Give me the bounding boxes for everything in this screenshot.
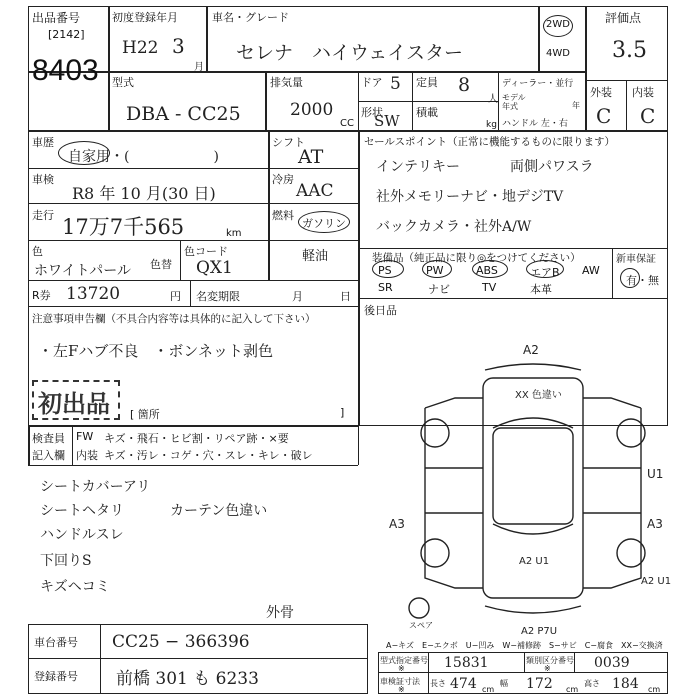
- height-label: 高さ: [584, 679, 600, 688]
- lot-sub: [2142]: [48, 28, 85, 41]
- remark-2: シートヘタリ: [40, 503, 124, 519]
- drive-4wd: 4WD: [546, 48, 570, 59]
- first-reg-month-unit: 月: [194, 62, 204, 73]
- car-name: セレナ ハイウェイスター: [236, 42, 464, 64]
- drive-2wd: 2WD: [546, 19, 570, 30]
- size-label: 車検証寸法: [380, 677, 420, 686]
- history-value: 自家用・( ): [68, 149, 219, 165]
- type-cert-label: 型式指定番号: [380, 656, 428, 665]
- mark-hood: XX 色違い: [515, 390, 562, 401]
- first-reg-label: 初度登録年月: [112, 11, 178, 24]
- selling-point-2: 両側パワスラ: [510, 159, 594, 175]
- remark-5: キズヘコミ: [40, 579, 110, 595]
- load-label: 積載: [416, 106, 438, 119]
- door: 5: [390, 74, 401, 94]
- exterior-grade: C: [596, 104, 612, 128]
- mark-right-mid: A3: [647, 517, 663, 531]
- capacity-unit: 人: [488, 94, 498, 105]
- capacity: 8: [458, 74, 471, 96]
- size-note: ※: [398, 685, 405, 694]
- height: 184: [612, 676, 639, 692]
- width: 172: [526, 676, 553, 692]
- color: ホワイトパール: [34, 263, 132, 279]
- equip-tv: TV: [482, 281, 497, 294]
- selling-point-3: 社外メモリーナビ・地デジTV: [376, 189, 564, 205]
- inspection: R8 年 10 月(30 日): [72, 184, 216, 203]
- length: 474: [450, 676, 477, 692]
- mileage-unit: km: [226, 228, 242, 239]
- inspector-label2: 記入欄: [32, 449, 65, 462]
- shift-label: シフト: [272, 136, 305, 149]
- equip-abs: ABS: [476, 264, 498, 277]
- recycle: 13720: [66, 284, 121, 304]
- location-label: [ 箇所: [130, 408, 160, 421]
- car-diagram: [389, 338, 675, 638]
- equip-pw: PW: [426, 264, 444, 277]
- selling-point-4: バックカメラ・社外A/W: [376, 219, 532, 235]
- displacement: 2000: [290, 100, 334, 120]
- mark-roof: A2 U1: [519, 556, 550, 567]
- shape-label: 形状: [361, 106, 383, 119]
- displacement-label: 排気量: [270, 76, 303, 89]
- equip-ps: PS: [378, 264, 392, 277]
- ac-label: 冷房: [272, 173, 294, 186]
- fuel-diesel: 軽油: [302, 249, 329, 264]
- mark-right-front: U1: [647, 467, 664, 481]
- shift: AT: [298, 146, 324, 168]
- type-cert-note: ※: [398, 664, 405, 673]
- equip-leather: 本革: [530, 283, 552, 296]
- mark-left-mid: A3: [389, 517, 405, 531]
- exterior-label: 外装: [590, 86, 612, 99]
- mileage: 17万7千565: [62, 215, 185, 239]
- class: 0039: [594, 655, 630, 671]
- mark-spare: スペア: [409, 621, 433, 630]
- name-change-label: 名変期限: [196, 290, 240, 303]
- color-code: QX1: [196, 258, 233, 278]
- dealer-label: ディーラー・並行: [502, 79, 574, 89]
- color-code-label: 色コード: [184, 245, 228, 258]
- mark-right-rear: A2 U1: [641, 576, 672, 587]
- selling-points-label: セールスポイント（正常に機能するものに限ります）: [364, 136, 616, 148]
- first-reg-month: 3: [172, 34, 185, 58]
- color-change-label: 色替: [150, 258, 172, 271]
- in-label: 内装: [76, 449, 98, 462]
- remark-right: カーテン色違い: [170, 503, 268, 519]
- class-label: 類別区分番号: [526, 656, 574, 665]
- lot-number: 8403: [32, 54, 99, 87]
- model-year-label: モデル年式: [502, 93, 526, 111]
- length-unit: cm: [482, 685, 495, 694]
- interior-label: 内装: [632, 86, 654, 99]
- warranty: 有・無: [626, 274, 659, 287]
- reg-label: 登録番号: [34, 670, 78, 683]
- recycle-label: R券: [32, 289, 51, 302]
- remark-3: ハンドルスレ: [40, 527, 124, 543]
- first-reg-era: H22: [122, 38, 159, 58]
- mileage-label: 走行: [32, 209, 54, 222]
- model: DBA - CC25: [126, 103, 241, 125]
- door-label: ドア: [361, 76, 383, 89]
- lot-label: 出品番号: [32, 11, 81, 25]
- class-note: ※: [544, 664, 551, 673]
- interior-grade: C: [640, 104, 656, 128]
- new-warranty-label: 新車保証: [616, 254, 656, 265]
- handle-label: ハンドル 左・右: [502, 119, 568, 129]
- inspection-label: 車検: [32, 173, 54, 186]
- displacement-unit: CC: [340, 118, 354, 129]
- fw-items: キズ・飛石・ヒビ割・リペア跡・×要: [104, 432, 289, 445]
- width-label: 幅: [500, 679, 508, 688]
- docs-label: 後日品: [364, 304, 397, 317]
- equip-airbag: エアB: [530, 266, 560, 279]
- day-unit: 日: [340, 290, 351, 303]
- equipment-label: 装備品（純正品に限り◎をつけてください）: [372, 252, 581, 264]
- location-end: ]: [340, 406, 345, 419]
- selling-point-1: インテリキー: [376, 159, 460, 175]
- recycle-unit: 円: [170, 290, 181, 303]
- equip-navi: ナビ: [428, 283, 450, 296]
- ac: AAC: [296, 181, 334, 201]
- equip-aw: AW: [582, 264, 600, 277]
- reg: 前橋 301 も 6233: [116, 669, 259, 689]
- shape: SW: [374, 112, 400, 130]
- length-label: 長さ: [430, 679, 446, 688]
- legend: A−キズ E−エクボ U−凹み W−補修跡 S−サビ C−腐食 XX−交換済: [386, 641, 663, 650]
- car-name-label: 車名・グレード: [212, 11, 289, 24]
- score-label: 評価点: [605, 11, 642, 25]
- height-unit: cm: [648, 685, 661, 694]
- in-items: キズ・汚レ・コゲ・穴・スレ・キレ・破レ: [104, 449, 313, 462]
- history-label: 車歴: [32, 136, 54, 149]
- mark-front: A2: [523, 343, 539, 357]
- load-unit: kg: [486, 120, 497, 130]
- chassis: CC25 − 366396: [112, 632, 250, 652]
- score: 3.5: [612, 38, 647, 63]
- capacity-label: 定員: [416, 76, 438, 89]
- month-unit: 月: [292, 290, 303, 303]
- color-label: 色: [32, 245, 43, 258]
- fuel-gas: ガソリン: [302, 217, 346, 230]
- width-unit: cm: [566, 685, 579, 694]
- model-year-unit: 年: [572, 101, 580, 110]
- remark-1: シートカバーアリ: [40, 479, 151, 495]
- mark-rear: A2 P7U: [521, 626, 558, 637]
- equip-sr: SR: [378, 281, 393, 294]
- remark-4: 下回りS: [40, 553, 92, 569]
- notes-line1: ・左Fハブ不良 ・ボンネット剥色: [38, 342, 273, 360]
- model-label: 型式: [112, 76, 134, 89]
- fuel-label: 燃料: [272, 209, 294, 222]
- fw-label: FW: [76, 430, 94, 443]
- remark-bottom: 外骨: [266, 605, 294, 621]
- notes-label: 注意事項申告欄（不具合内容等は具体的に記入して下さい）: [32, 313, 316, 325]
- chassis-label: 車台番号: [34, 636, 78, 649]
- inspector-label1: 検査員: [32, 432, 65, 445]
- type-cert: 15831: [444, 655, 489, 671]
- notes-stamp: 初出品: [38, 390, 110, 418]
